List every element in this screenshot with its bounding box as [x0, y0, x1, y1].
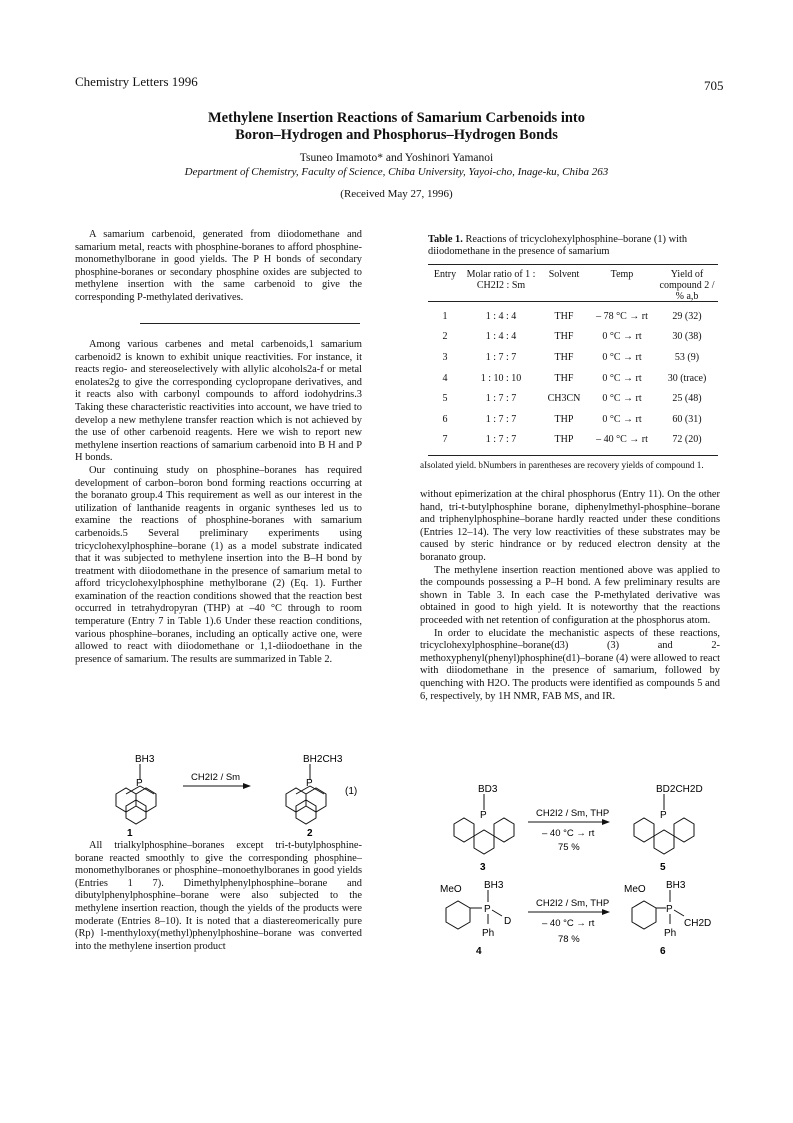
table1-caption-text: Reactions of tricyclohexylphosphine–borane (1) with diiodomethane in the presence of samarium [428, 234, 688, 258]
table-row [428, 327, 718, 348]
r2-sm-methoxy: MeO [440, 884, 462, 895]
body-left-lower [75, 840, 362, 953]
table1 [428, 269, 718, 303]
methylborane-product-structure [286, 764, 326, 824]
compound-number-3: 3 [480, 862, 486, 873]
paragraph-epimerization: without epimerization at the chiral phosphorus (Entry 11). On the other hand, tri-t-butylphosphine borane, diphenylmethyl-phosphine–borane and triphenylphosphine–borane hardly reacted under these conditions (Entries 12–14). The very low reactivities of these substrates may be caused by steric hindrance or by reduced electron density at the boranato group. [420, 489, 720, 563]
r1-conditions: – 40 °C → rt [542, 828, 595, 839]
table-cell: 53 (9) [674, 351, 700, 363]
table1-body [428, 306, 718, 450]
table-cell: 29 (32) [672, 310, 702, 322]
paragraph-ph-bond: The methylene insertion reaction mentioned above was applied to the compounds possessing a P–H bond. A few preliminary results are shown in Table 3. In each case the P-methylated derivative was obtained in good to high yield. It is noteworthy that the reactions proceeded with net retention of configuration at the phosphorus atom. [420, 564, 720, 626]
table-cell: 5 [442, 393, 448, 405]
table-row [428, 306, 718, 327]
authors: Tsuneo Imamoto* and Yoshinori Yamanoi [299, 152, 494, 164]
paper-title-line1: Methylene Insertion Reactions of Samarium Carbenoids into [208, 110, 585, 126]
table-cell: 0 °C → rt [602, 413, 642, 425]
equation-1-scheme [75, 750, 365, 838]
table-cell: THP [554, 413, 574, 425]
pr-phosphorus-atom: P [306, 778, 313, 789]
r2-sm-phenyl: Ph [482, 928, 495, 939]
table-cell: CH3CN [547, 393, 581, 405]
paragraph-intro: Among various carbenes and metal carbenoids,1 samarium carbenoid2 is known to exhibit unique reactivities. For instance, it reacts regio- and stereoselectively with allylic alcohols2a-f or metal enolates2g to give the corresponding cyclopropane derivatives, and it reacts also with carbonyl compounds to afford iodohydrins.3 Taking these characteristic reactivities into account, we have tried to develop a new methylene transfer reaction which is not achieved by the use of other carbenoid reagents. Here we wish to report new methylene insertion reactions of samarium carbenoid into B H and P H bonds. [75, 339, 362, 464]
r2-pr-methoxy: MeO [624, 884, 646, 895]
paragraph-boranes: Our continuing study on phosphine–boranes has required development of carbon–boron bond forming reactions occurring at the boranato group.4 This requirement as well as our interest in the utilization of lanthanide reagents in organic syntheses led us to examine the reactions of phosphine-boranes with samarium carbenoids.5 Several preliminary experiments using tricyclohexylphosphine–borane (1) as a model substrate indicated that it was subjected to methylene insertion into the B–H bond by treatment with diiodomethane in the presence of samarium metal to afford tricyclohexylphosphine methylborane (2) (Eq. 1). Further examination of the reaction conditions showed that the reaction best occurred in tetrahydropyran (THP) at –40 °C through to room temperature (Entry 7 in Table 1).6 Under these reaction conditions, various phosphine–boranes, including an optically active one, were allowed to react with diiodomethane or 1,1-diiodoethane in the presence of samarium. The results are summarized in Table 2. [75, 464, 362, 665]
eq1-reagent: CH2I2 / Sm [191, 772, 241, 783]
table-cell: THF [554, 372, 574, 384]
table-row [428, 388, 718, 409]
table1-top-rule [428, 264, 718, 265]
compound-5-structure [634, 794, 694, 854]
page-number: 705 [704, 78, 724, 93]
col-header-molar-ratio: Molar ratio of 1 : CH2I2 : Sm [466, 269, 536, 291]
table-cell: THF [554, 310, 574, 322]
col-header-yield: Yield of compound 2 / % a,b [659, 269, 715, 302]
table-cell: 0 °C → rt [602, 351, 642, 363]
r2-sm-phosphorus: P [484, 904, 491, 915]
r1-sm-group: BD3 [478, 784, 498, 795]
table-cell: 0 °C → rt [602, 393, 642, 405]
table-cell: 1 : 4 : 4 [485, 331, 517, 343]
table-cell: 1 : 7 : 7 [485, 413, 517, 425]
table1-caption [428, 234, 718, 259]
compound-6-structure [632, 890, 684, 929]
r1-yield: 75 % [558, 842, 580, 853]
r2-pr-ch2d: CH2D [684, 918, 712, 929]
compound-3-structure [454, 794, 514, 854]
arrow-head [243, 783, 251, 789]
compound-number-5: 5 [660, 862, 666, 873]
r2-conditions: – 40 °C → rt [542, 918, 595, 929]
r1-arrow-head [602, 819, 610, 825]
compound-number-6: 6 [660, 946, 666, 957]
r1-reagent: CH2I2 / Sm, THP [536, 808, 610, 819]
table-cell: 1 : 7 : 7 [485, 393, 517, 405]
paragraph-trialkyl: All trialkylphosphine–boranes except tri-t-butylphosphine-borane reacted smoothly to give the corresponding phosphine–monomethylboranes or phosphine–monoethylboranes in good yields (Entries 1 7). Dimethylphenylphosphine–borane and dibutylphenylphosphine–borane were also subjected to the methylene insertion reaction, though the yields of the products were moderate (Entries 8–10). It is noted that a diastereomerically pure (Rp) l-menthyloxy(methyl)phenylphoshine–borane was converted into the methylene insertion product [75, 840, 362, 952]
col-header-entry: Entry [433, 269, 457, 280]
journal-name: Chemistry Letters 1996 [75, 74, 198, 89]
table-cell: – 40 °C → rt [596, 434, 648, 446]
compound-number-1: 1 [127, 828, 133, 838]
table-cell: 0 °C → rt [602, 372, 642, 384]
table-row [428, 347, 718, 368]
received-date: (Received May 27, 1996) [340, 188, 453, 200]
labelling-scheme [420, 778, 725, 993]
table-cell: 3 [442, 351, 448, 363]
compound-4-structure [446, 890, 502, 929]
table-cell: 30 (38) [672, 331, 702, 343]
table-cell: 72 (20) [672, 434, 702, 446]
r2-arrow-head [602, 909, 610, 915]
table-cell: 1 : 7 : 7 [485, 351, 517, 363]
table-row [428, 368, 718, 389]
table-cell: 1 : 10 : 10 [480, 372, 522, 384]
table1-bottom-rule [428, 455, 718, 456]
table-cell: 6 [442, 413, 448, 425]
table-cell: 0 °C → rt [602, 331, 642, 343]
table1-footnote: aIsolated yield. bNumbers in parentheses are recovery yields of compound 1. [420, 460, 704, 470]
sm-boron-group: BH3 [135, 754, 155, 765]
table-cell: 1 : 4 : 4 [485, 310, 517, 322]
tricyclohexylphosphine-borane-structure [116, 764, 156, 824]
table-cell: THP [554, 434, 574, 446]
compound-number-2: 2 [307, 828, 313, 838]
abstract-text: A samarium carbenoid, generated from diiodomethane and samarium metal, reacts with phosphine-boranes to afford phosphine-monomethylborane in good yields. The P H bonds of secondary phosphine-boranes or secondary phosphine oxides are subjected to methylene insertion with the same carbenoid to give the corresponding P-methylated derivatives. [75, 229, 362, 303]
body-left [75, 339, 362, 666]
r1-sm-phosphorus: P [480, 810, 487, 821]
col-header-solvent: Solvent [548, 269, 580, 280]
sm-phosphorus-atom: P [136, 778, 143, 789]
table1-header-row [428, 269, 718, 303]
abstract [75, 229, 362, 305]
pr-boron-group: BH2CH3 [303, 754, 343, 765]
r2-reagent: CH2I2 / Sm, THP [536, 898, 610, 909]
table1-header-rule [428, 301, 718, 302]
paper-title-line2: Boron–Hydrogen and Phosphorus–Hydrogen Bonds [235, 127, 558, 143]
table-cell: THF [554, 351, 574, 363]
r1-pr-group: BD2CH2D [656, 784, 703, 795]
paragraph-mechanism: In order to elucidate the mechanistic aspects of these reactions, tricyclohexylphosphine–borane(d3) (3) and 2-methoxyphenyl(phenyl)phosphine(d1)–borane (4) were allowed to react with diiodomethane in the presence of samarium, followed by quenching with H2O. The products were identified as compounds 5 and 6, respectively, by 1H NMR, FAB MS, and IR. [420, 627, 720, 702]
table-cell: 7 [442, 434, 448, 446]
table-cell: – 78 °C → rt [596, 310, 648, 322]
table-cell: 4 [442, 372, 448, 384]
col-header-temp: Temp [610, 269, 634, 280]
table-row [428, 409, 718, 430]
r2-yield: 78 % [558, 934, 580, 945]
table-cell: 30 (trace) [667, 372, 707, 384]
affiliation: Department of Chemistry, Faculty of Science, Chiba University, Yayoi-cho, Inage-ku, Chiba 263 [184, 166, 609, 178]
r2-pr-borane: BH3 [666, 880, 686, 891]
table-cell: 2 [442, 331, 448, 343]
table-cell: 1 [442, 310, 448, 322]
r2-pr-phenyl: Ph [664, 928, 677, 939]
r2-pr-phosphorus: P [666, 904, 673, 915]
equation-number: (1) [345, 786, 358, 797]
r2-sm-deuterium: D [504, 916, 512, 927]
compound-number-4: 4 [476, 946, 482, 957]
table-cell: THF [554, 331, 574, 343]
table-cell: 25 (48) [672, 393, 702, 405]
table-row [428, 430, 718, 451]
body-right [420, 489, 720, 703]
abstract-divider [140, 323, 360, 324]
r1-pr-phosphorus: P [660, 810, 667, 821]
r2-sm-borane: BH3 [484, 880, 504, 891]
table1-label: Table 1. [428, 234, 463, 245]
table-cell: 1 : 7 : 7 [485, 434, 517, 446]
table-cell: 60 (31) [672, 413, 702, 425]
